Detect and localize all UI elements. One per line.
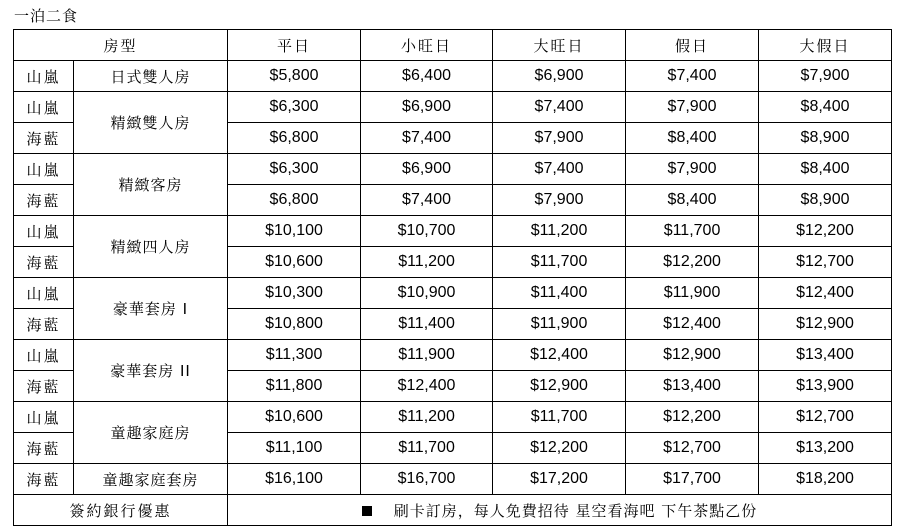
price-cell: $10,600 [228,247,361,278]
table-row [14,216,892,247]
price-cell: $6,900 [361,92,493,123]
price-cell: $12,700 [759,402,892,433]
header-major-peak: 大旺日 [493,30,626,61]
price-cell: $12,200 [626,402,759,433]
price-cell: $13,400 [759,340,892,371]
table-row [14,278,892,309]
price-cell: $11,700 [626,216,759,247]
price-cell: $6,800 [228,123,361,154]
price-cell: $7,900 [626,154,759,185]
building-cell: 海藍 [14,247,74,278]
building-cell: 海藍 [14,371,74,402]
price-cell: $6,900 [361,154,493,185]
price-cell: $17,700 [626,464,759,495]
building-cell: 海藍 [14,185,74,216]
price-cell: $12,200 [759,216,892,247]
page-caption: 一泊二食 [14,7,79,25]
building-cell: 山嵐 [14,402,74,433]
price-cell: $7,900 [626,92,759,123]
price-cell: $7,400 [361,123,493,154]
room-type-cell: 童趣家庭套房 [74,464,228,495]
room-type-cell: 精緻客房 [74,154,228,216]
price-cell: $8,400 [759,92,892,123]
room-type-cell: 精緻雙人房 [74,92,228,154]
table-row [14,464,892,495]
price-cell: $8,400 [626,185,759,216]
price-cell: $6,900 [493,61,626,92]
building-cell: 山嵐 [14,154,74,185]
price-cell: $10,300 [228,278,361,309]
price-cell: $11,400 [493,278,626,309]
price-cell: $8,400 [759,154,892,185]
table-row [14,61,892,92]
building-cell: 山嵐 [14,278,74,309]
price-cell: $11,700 [361,433,493,464]
price-cell: $6,300 [228,154,361,185]
price-cell: $11,100 [228,433,361,464]
price-cell: $7,400 [626,61,759,92]
price-cell: $11,900 [361,340,493,371]
room-type-cell: 日式雙人房 [74,61,228,92]
building-cell: 海藍 [14,123,74,154]
price-cell: $10,800 [228,309,361,340]
price-cell: $12,400 [626,309,759,340]
price-cell: $12,900 [759,309,892,340]
header-room-type: 房型 [14,30,228,61]
room-type-cell: 童趣家庭房 [74,402,228,464]
price-cell: $12,700 [626,433,759,464]
price-cell: $7,400 [493,92,626,123]
rate-table [13,29,892,526]
price-cell: $12,200 [493,433,626,464]
price-cell: $7,400 [493,154,626,185]
price-cell: $11,900 [493,309,626,340]
header-holiday: 假日 [626,30,759,61]
price-cell: $10,700 [361,216,493,247]
price-cell: $18,200 [759,464,892,495]
table-row [14,340,892,371]
price-cell: $10,100 [228,216,361,247]
price-cell: $7,900 [493,123,626,154]
building-cell: 山嵐 [14,216,74,247]
building-cell: 山嵐 [14,92,74,123]
header-minor-peak: 小旺日 [361,30,493,61]
building-cell: 海藍 [14,464,74,495]
price-cell: $11,800 [228,371,361,402]
price-cell: $12,200 [626,247,759,278]
price-cell: $17,200 [493,464,626,495]
header-row [14,30,892,61]
price-cell: $13,200 [759,433,892,464]
price-cell: $8,900 [759,185,892,216]
price-cell: $11,900 [626,278,759,309]
price-cell: $8,900 [759,123,892,154]
price-cell: $12,400 [493,340,626,371]
price-cell: $11,700 [493,402,626,433]
price-cell: $12,900 [626,340,759,371]
bank-offer-cell [228,495,892,526]
price-cell: $12,700 [759,247,892,278]
room-type-cell: 豪華套房 I [74,278,228,340]
price-cell: $16,700 [361,464,493,495]
rate-table-body [14,30,892,526]
footer-row [14,495,892,526]
price-cell: $6,800 [228,185,361,216]
price-cell: $11,200 [493,216,626,247]
building-cell: 山嵐 [14,61,74,92]
building-cell: 海藍 [14,433,74,464]
room-type-cell: 豪華套房 II [74,340,228,402]
price-cell: $12,400 [759,278,892,309]
price-cell: $13,900 [759,371,892,402]
building-cell: 海藍 [14,309,74,340]
price-cell: $12,400 [361,371,493,402]
room-type-cell: 精緻四人房 [74,216,228,278]
price-cell: $16,100 [228,464,361,495]
table-row [14,154,892,185]
square-bullet-icon [362,506,372,516]
price-cell: $8,400 [626,123,759,154]
price-cell: $5,800 [228,61,361,92]
header-major-holiday: 大假日 [759,30,892,61]
table-row [14,92,892,123]
price-cell: $7,900 [759,61,892,92]
price-cell: $10,900 [361,278,493,309]
bank-offer-label: 簽約銀行優惠 [14,495,228,526]
price-cell: $11,700 [493,247,626,278]
price-cell: $7,900 [493,185,626,216]
price-cell: $11,200 [361,402,493,433]
price-cell: $6,300 [228,92,361,123]
price-cell: $11,400 [361,309,493,340]
price-cell: $13,400 [626,371,759,402]
price-cell: $7,400 [361,185,493,216]
price-cell: $11,300 [228,340,361,371]
bank-offer-text: 刷卡訂房，每人免費招待 星空看海吧 下午茶點乙份 [393,501,758,520]
building-cell: 山嵐 [14,340,74,371]
price-cell: $10,600 [228,402,361,433]
price-cell: $12,900 [493,371,626,402]
price-cell: $11,200 [361,247,493,278]
header-weekday: 平日 [228,30,361,61]
table-row [14,402,892,433]
price-cell: $6,400 [361,61,493,92]
